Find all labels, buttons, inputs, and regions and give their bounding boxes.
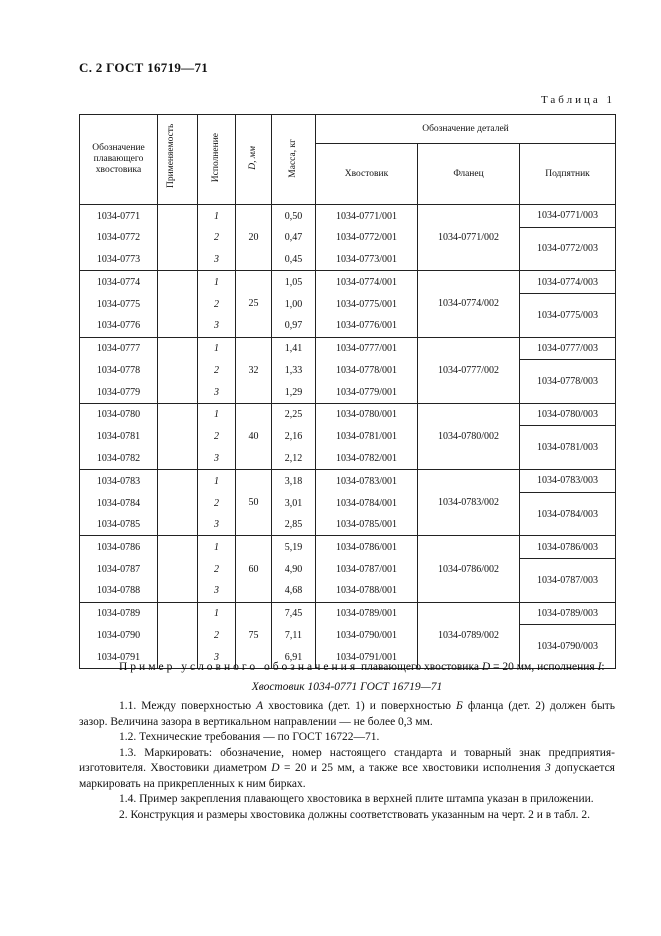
table-row [80, 271, 616, 294]
paragraph-1-3: 1.3. Маркировать: обозначение, номер настоящего стандарта и товарный знак предприятия-изготовителя. Хвостовики диаметром D = 20 и 25 мм, а также все хвостовики исполнения 3 допускается маркировать на прикрепленных к ним бирках. [79, 746, 615, 790]
cell-shank: 1034-0784/001 [316, 492, 418, 514]
header-applicability: Применяемость [158, 115, 198, 205]
cell-thrust-top: 1034-0786/003 [520, 536, 616, 559]
cell-designation: 1034-0781 [80, 426, 158, 448]
cell-shank: 1034-0786/001 [316, 536, 418, 559]
cell-applicability [158, 448, 198, 470]
cell-mass: 1,33 [272, 360, 316, 382]
cell-designation: 1034-0786 [80, 536, 158, 559]
header-parts-group: Обозначение деталей [316, 115, 616, 144]
table-caption: Таблица 1 [540, 94, 615, 106]
header-flange: Фланец [418, 144, 520, 205]
cell-version: 3 [198, 381, 236, 403]
cell-version: 2 [198, 426, 236, 448]
cell-mass: 3,18 [272, 470, 316, 493]
table-row [80, 227, 616, 249]
cell-designation: 1034-0783 [80, 470, 158, 493]
cell-applicability [158, 580, 198, 602]
cell-designation: 1034-0790 [80, 625, 158, 647]
cell-shank: 1034-0790/001 [316, 625, 418, 647]
cell-applicability [158, 249, 198, 271]
cell-thrust-bottom: 1034-0790/003 [520, 625, 616, 669]
cell-designation: 1034-0789 [80, 602, 158, 625]
cell-diameter: 25 [236, 271, 272, 337]
cell-shank: 1034-0771/001 [316, 205, 418, 228]
cell-mass: 1,00 [272, 293, 316, 315]
cell-diameter: 50 [236, 470, 272, 536]
paragraph-1-1: 1.1. Между поверхностью А хвостовика (дет. 1) и поверхностью Б фланца (дет. 2) должен быть зазор. Величина зазора в вертикальном направлении — не более 0,3 мм. [79, 700, 615, 728]
paragraph-1-4: 1.4. Пример закрепления плавающего хвостовика в верхней плите штампа указан в приложении. [119, 793, 594, 805]
cell-version: 1 [198, 602, 236, 625]
cell-applicability [158, 227, 198, 249]
cell-shank: 1034-0778/001 [316, 360, 418, 382]
cell-designation: 1034-0791 [80, 646, 158, 668]
cell-applicability [158, 205, 198, 228]
table-row [80, 536, 616, 559]
table-row [80, 403, 616, 426]
cell-mass: 1,41 [272, 337, 316, 360]
cell-version: 2 [198, 293, 236, 315]
cell-designation: 1034-0782 [80, 448, 158, 470]
paragraph-1-2: 1.2. Технические требования — по ГОСТ 16722—71. [119, 731, 380, 743]
cell-applicability [158, 403, 198, 426]
table-row [80, 293, 616, 315]
cell-diameter: 40 [236, 403, 272, 469]
cell-shank: 1034-0788/001 [316, 580, 418, 602]
table-row [80, 625, 616, 647]
cell-applicability [158, 470, 198, 493]
cell-designation: 1034-0774 [80, 271, 158, 294]
cell-thrust-top: 1034-0774/003 [520, 271, 616, 294]
cell-version: 1 [198, 271, 236, 294]
header-mass: Масса, кг [272, 115, 316, 205]
table-row [80, 205, 616, 228]
cell-designation: 1034-0779 [80, 381, 158, 403]
cell-diameter: 32 [236, 337, 272, 403]
cell-flange: 1034-0777/002 [418, 337, 520, 403]
cell-mass: 4,90 [272, 559, 316, 581]
cell-version: 2 [198, 625, 236, 647]
cell-version: 3 [198, 646, 236, 668]
cell-mass: 4,68 [272, 580, 316, 602]
cell-thrust-top: 1034-0771/003 [520, 205, 616, 228]
cell-applicability [158, 602, 198, 625]
cell-mass: 2,16 [272, 426, 316, 448]
cell-designation: 1034-0776 [80, 315, 158, 337]
cell-shank: 1034-0779/001 [316, 381, 418, 403]
cell-applicability [158, 271, 198, 294]
cell-mass: 3,01 [272, 492, 316, 514]
cell-version: 1 [198, 403, 236, 426]
cell-flange: 1034-0771/002 [418, 205, 520, 271]
cell-shank: 1034-0772/001 [316, 227, 418, 249]
cell-version: 2 [198, 559, 236, 581]
cell-shank: 1034-0777/001 [316, 337, 418, 360]
cell-version: 1 [198, 536, 236, 559]
cell-mass: 2,25 [272, 403, 316, 426]
paragraph-2: 2. Конструкция и размеры хвостовика должны соответствовать указанным на черт. 2 и в табл. 2. [119, 808, 591, 821]
cell-applicability [158, 293, 198, 315]
cell-applicability [158, 514, 198, 536]
cell-diameter: 60 [236, 536, 272, 602]
cell-version: 1 [198, 470, 236, 493]
cell-applicability [158, 625, 198, 647]
cell-applicability [158, 559, 198, 581]
cell-version: 3 [198, 315, 236, 337]
cell-shank: 1034-0783/001 [316, 470, 418, 493]
cell-version: 2 [198, 492, 236, 514]
table-row [80, 492, 616, 514]
header-designation: Обозначение плавающего хвостовика [80, 115, 158, 205]
cell-designation: 1034-0773 [80, 249, 158, 271]
cell-version: 3 [198, 249, 236, 271]
cell-shank: 1034-0787/001 [316, 559, 418, 581]
cell-flange: 1034-0780/002 [418, 403, 520, 469]
example-designation: Хвостовик 1034-0771 ГОСТ 16719—71 [251, 680, 443, 693]
body-text [79, 660, 615, 823]
cell-mass: 1,05 [272, 271, 316, 294]
cell-version: 3 [198, 514, 236, 536]
cell-mass: 0,45 [272, 249, 316, 271]
cell-thrust-bottom: 1034-0784/003 [520, 492, 616, 536]
cell-designation: 1034-0784 [80, 492, 158, 514]
cell-shank: 1034-0776/001 [316, 315, 418, 337]
cell-version: 1 [198, 337, 236, 360]
cell-designation: 1034-0778 [80, 360, 158, 382]
cell-flange: 1034-0774/002 [418, 271, 520, 337]
cell-designation: 1034-0771 [80, 205, 158, 228]
cell-designation: 1034-0772 [80, 227, 158, 249]
cell-version: 1 [198, 205, 236, 228]
cell-thrust-top: 1034-0780/003 [520, 403, 616, 426]
cell-shank: 1034-0774/001 [316, 271, 418, 294]
cell-mass: 7,45 [272, 602, 316, 625]
cell-applicability [158, 315, 198, 337]
cell-designation: 1034-0788 [80, 580, 158, 602]
cell-thrust-bottom: 1034-0775/003 [520, 293, 616, 337]
cell-thrust-bottom: 1034-0787/003 [520, 559, 616, 603]
cell-designation: 1034-0775 [80, 293, 158, 315]
cell-thrust-bottom: 1034-0778/003 [520, 360, 616, 404]
cell-mass: 5,19 [272, 536, 316, 559]
cell-version: 3 [198, 580, 236, 602]
cell-applicability [158, 337, 198, 360]
cell-mass: 2,85 [272, 514, 316, 536]
table-row [80, 337, 616, 360]
cell-flange: 1034-0783/002 [418, 470, 520, 536]
cell-version: 2 [198, 227, 236, 249]
table-row [80, 602, 616, 625]
cell-designation: 1034-0787 [80, 559, 158, 581]
cell-mass: 7,11 [272, 625, 316, 647]
header-thrust: Подпятник [520, 144, 616, 205]
cell-flange: 1034-0789/002 [418, 602, 520, 668]
cell-shank: 1034-0782/001 [316, 448, 418, 470]
cell-thrust-top: 1034-0789/003 [520, 602, 616, 625]
cell-flange: 1034-0786/002 [418, 536, 520, 602]
header-diameter: D, мм [236, 115, 272, 205]
cell-diameter: 20 [236, 205, 272, 271]
header-shank: Хвостовик [316, 144, 418, 205]
cell-mass: 0,97 [272, 315, 316, 337]
cell-mass: 1,29 [272, 381, 316, 403]
page-title: С. 2 ГОСТ 16719—71 [79, 60, 209, 75]
cell-shank: 1034-0791/001 [316, 646, 418, 668]
cell-applicability [158, 426, 198, 448]
cell-applicability [158, 536, 198, 559]
table-row [80, 360, 616, 382]
cell-applicability [158, 492, 198, 514]
cell-designation: 1034-0785 [80, 514, 158, 536]
cell-mass: 0,50 [272, 205, 316, 228]
header-version: Исполнение [198, 115, 236, 205]
cell-applicability [158, 360, 198, 382]
cell-thrust-bottom: 1034-0781/003 [520, 426, 616, 470]
cell-shank: 1034-0775/001 [316, 293, 418, 315]
cell-shank: 1034-0780/001 [316, 403, 418, 426]
cell-designation: 1034-0777 [80, 337, 158, 360]
cell-version: 2 [198, 360, 236, 382]
cell-thrust-top: 1034-0783/003 [520, 470, 616, 493]
table-row [80, 559, 616, 581]
cell-mass: 0,47 [272, 227, 316, 249]
table-row [80, 470, 616, 493]
table-body [80, 205, 616, 669]
cell-shank: 1034-0773/001 [316, 249, 418, 271]
cell-thrust-bottom: 1034-0772/003 [520, 227, 616, 271]
cell-shank: 1034-0789/001 [316, 602, 418, 625]
cell-version: 3 [198, 448, 236, 470]
cell-shank: 1034-0785/001 [316, 514, 418, 536]
example-paragraph: Пример условного обозначения плавающего хвостовика D = 20 мм, исполнения I: [119, 661, 605, 673]
cell-mass: 2,12 [272, 448, 316, 470]
cell-applicability [158, 381, 198, 403]
cell-shank: 1034-0781/001 [316, 426, 418, 448]
cell-designation: 1034-0780 [80, 403, 158, 426]
cell-mass: 6,91 [272, 646, 316, 668]
table-row [80, 426, 616, 448]
specification-table [79, 114, 616, 669]
cell-thrust-top: 1034-0777/003 [520, 337, 616, 360]
cell-diameter: 75 [236, 602, 272, 668]
